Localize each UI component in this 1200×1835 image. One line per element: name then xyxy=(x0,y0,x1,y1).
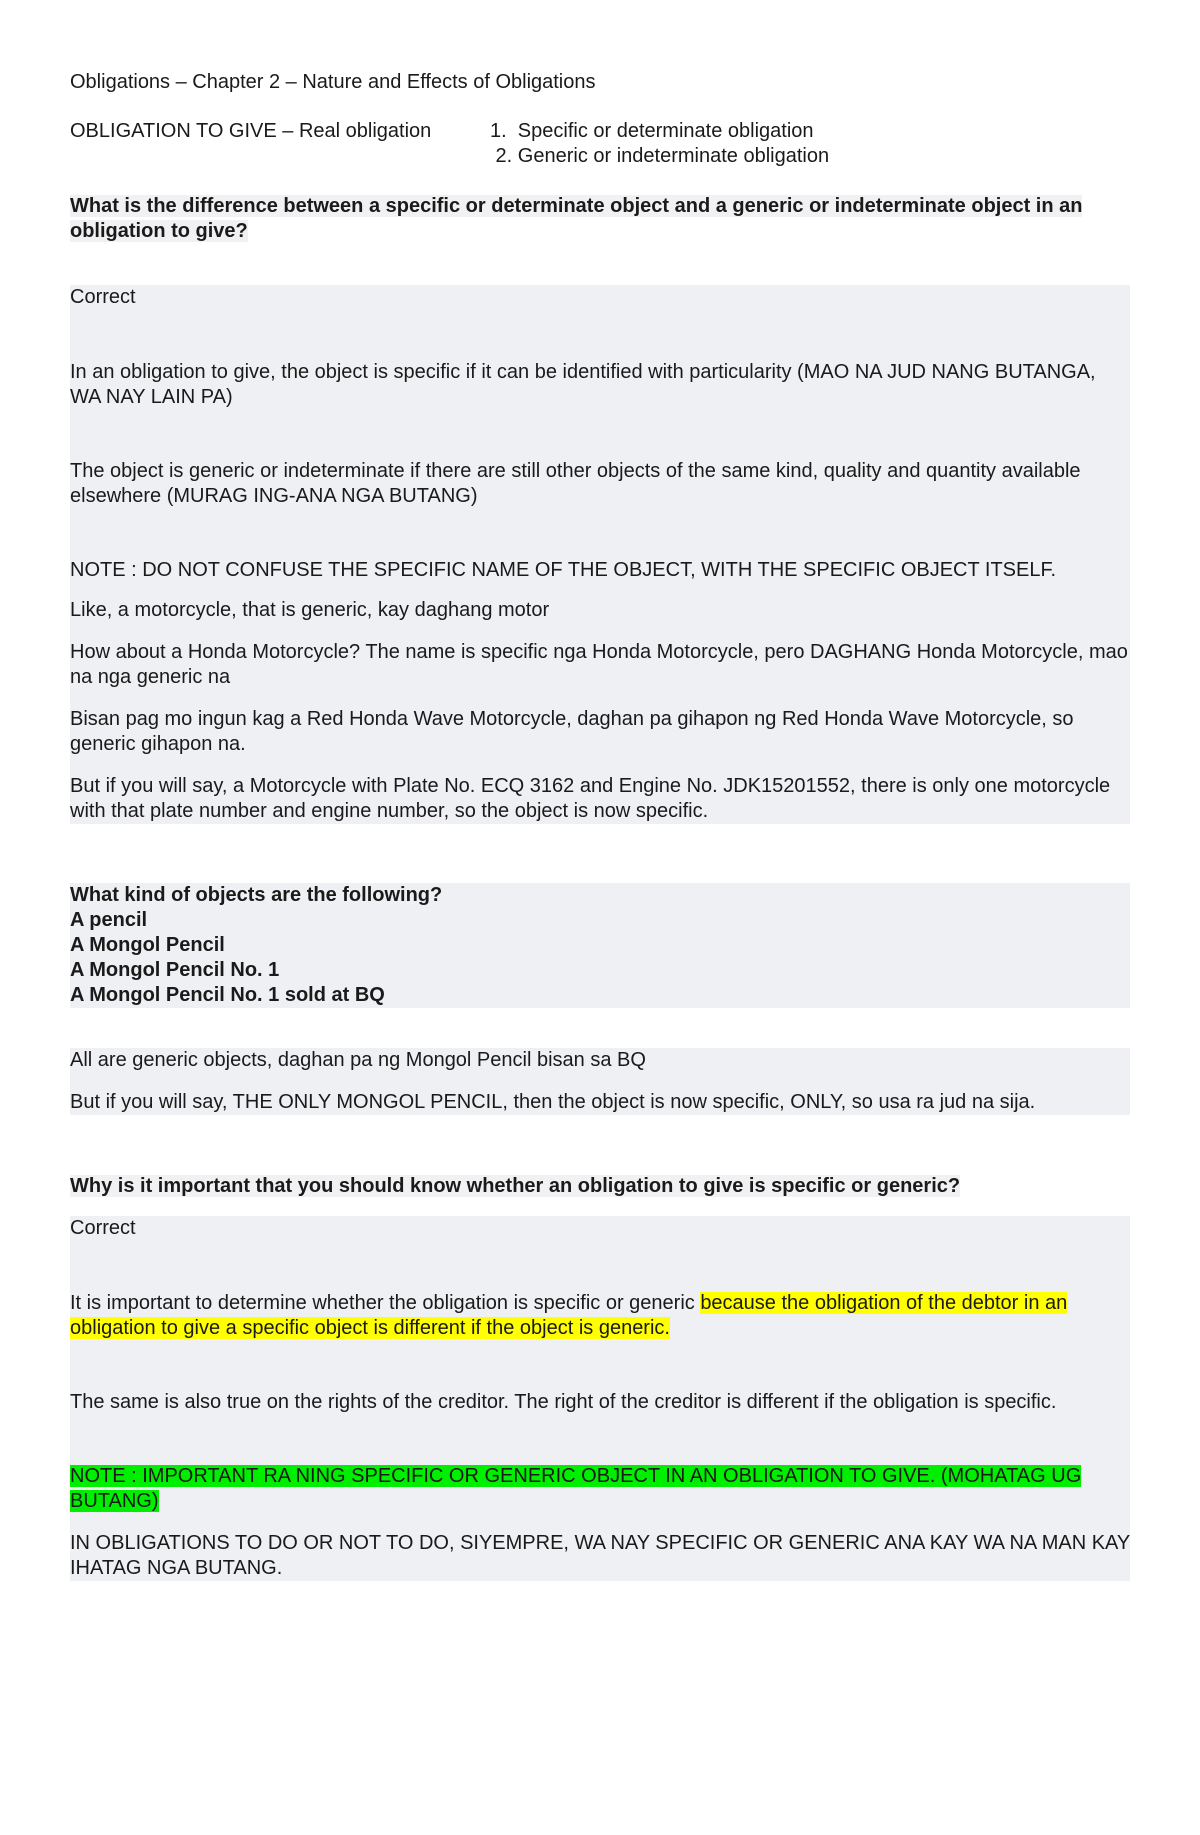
question-2-item: A pencil xyxy=(70,909,148,931)
answer-block-1 xyxy=(70,285,1130,824)
answer-paragraph: How about a Honda Motorcycle? The name is specific nga Honda Motorcycle, pero DAGHANG Honda Motorcycle, mao na nga generic na xyxy=(70,641,1128,688)
obligation-type-generic: 2. Generic or indeterminate obligation xyxy=(490,145,830,167)
document-title: Obligations – Chapter 2 – Nature and Effects of Obligations xyxy=(70,71,596,93)
answer-plain-text: It is important to determine whether the obligation is specific or generic xyxy=(70,1292,701,1314)
answer-paragraph: But if you will say, THE ONLY MONGOL PENCIL, then the object is now specific, ONLY, so usa ra jud na sija. xyxy=(70,1091,1036,1113)
answer-block-2 xyxy=(70,1048,1130,1115)
question-3-text: Why is it important that you should know whether an obligation to give is specific or generic? xyxy=(70,1175,961,1197)
question-1 xyxy=(70,194,1130,244)
question-2-item: A Mongol Pencil xyxy=(70,934,225,956)
answer-paragraph: Bisan pag mo ingun kag a Red Honda Wave Motorcycle, daghan pa gihapon ng Red Honda Wave Motorcycle, so generic gihapon na. xyxy=(70,708,1074,755)
obligation-label: OBLIGATION TO GIVE – Real obligation xyxy=(70,120,432,142)
note-paragraph xyxy=(70,1464,1130,1514)
question-1-text: What is the difference between a specific or determinate object and a generic or indeterminate object in an obligation to give? xyxy=(70,195,1083,242)
answer-paragraph: But if you will say, a Motorcycle with Plate No. ECQ 3162 and Engine No. JDK15201552, there is only one motorcycle with that plate number and engine number, so the object is now specific. xyxy=(70,775,1111,822)
answer-status: Correct xyxy=(70,1217,136,1239)
answer-paragraph: Like, a motorcycle, that is generic, kay daghang motor xyxy=(70,599,550,621)
obligation-type-specific: 1. Specific or determinate obligation xyxy=(490,120,814,142)
answer-paragraph xyxy=(70,1291,1130,1341)
question-2-item: A Mongol Pencil No. 1 sold at BQ xyxy=(70,984,385,1006)
answer-paragraph: The same is also true on the rights of the creditor. The right of the creditor is different if the obligation is specific. xyxy=(70,1391,1057,1413)
answer-paragraph: All are generic objects, daghan pa ng Mongol Pencil bisan sa BQ xyxy=(70,1049,646,1071)
question-3 xyxy=(70,1174,1130,1199)
question-2-block xyxy=(70,883,1130,1008)
obligation-types-list xyxy=(490,119,829,169)
answer-paragraph: In an obligation to give, the object is specific if it can be identified with particularity (MAO NA JUD NANG BUTANGA, WA NAY LAIN PA) xyxy=(70,361,1096,408)
document-page xyxy=(70,60,1130,1581)
highlighted-note: NOTE : IMPORTANT RA NING SPECIFIC OR GENERIC OBJECT IN AN OBLIGATION TO GIVE. (MOHATAG UG BUTANG) xyxy=(70,1465,1082,1512)
obligation-types xyxy=(70,119,1130,169)
answer-paragraph: The object is generic or indeterminate if there are still other objects of the same kind, quality and quantity available elsewhere (MURAG ING-ANA NGA BUTANG) xyxy=(70,460,1081,507)
note-paragraph: NOTE : DO NOT CONFUSE THE SPECIFIC NAME OF THE OBJECT, WITH THE SPECIFIC OBJECT ITSELF. xyxy=(70,559,1057,581)
question-2-text: What kind of objects are the following? xyxy=(70,884,443,906)
highlighted-text: because the obligation of the debtor in an obligation to give a specific object is different if the object is generic. xyxy=(70,1292,1068,1339)
question-2-item: A Mongol Pencil No. 1 xyxy=(70,959,280,981)
answer-status: Correct xyxy=(70,286,136,308)
answer-block-3 xyxy=(70,1216,1130,1581)
answer-paragraph: IN OBLIGATIONS TO DO OR NOT TO DO, SIYEMPRE, WA NAY SPECIFIC OR GENERIC ANA KAY WA NA MAN KAY IHATAG NGA BUTANG. xyxy=(70,1532,1130,1579)
